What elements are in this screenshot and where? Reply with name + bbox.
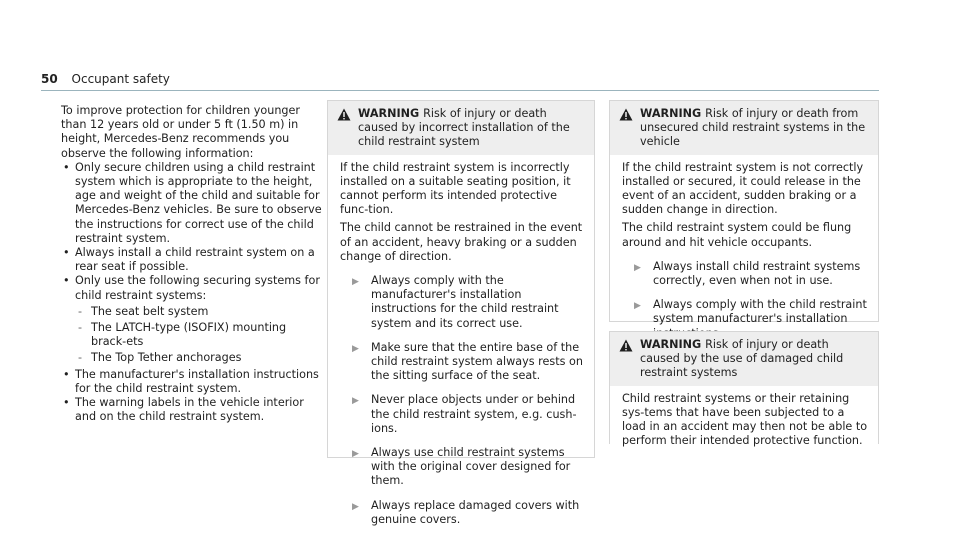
action-arrow-icon: ▶ xyxy=(352,449,359,460)
warning-box-damaged xyxy=(609,331,879,448)
sub-list-item: - The seat belt system xyxy=(75,305,323,319)
list-item: • Always install a child restraint system on a rear seat if possible. xyxy=(61,246,323,274)
list-item: • Only secure children using a child restraint system which is appropriate to the height, age and weight of the child and suitable for Mercedes-Benz vehicles. Be sure to observe the instructions for correct use of the child restraint system. xyxy=(61,161,323,246)
action-text: Always comply with the child restraint system manufacturer's installation xyxy=(653,298,867,326)
action-arrow-icon: ▶ xyxy=(352,277,359,288)
warning-title: Risk of injury or death caused by the use of damaged child restraint systems xyxy=(640,338,844,380)
warning-triangle-icon xyxy=(337,108,351,121)
section-title: Occupant safety xyxy=(71,72,170,86)
action-arrow-icon: ▶ xyxy=(634,301,641,312)
action-text: Always comply with the manufacturer's installation instructions for the child restraint system and its correct use. xyxy=(371,274,559,330)
warning-box-installation xyxy=(327,100,595,526)
warning-triangle-icon xyxy=(619,339,633,352)
action-item xyxy=(340,393,584,436)
sub-list xyxy=(75,305,323,366)
action-arrow-icon: ▶ xyxy=(352,343,359,354)
warning-paragraph: If the child restraint system is not correctly installed or secured, it could release in the event of an accident, sudden braking or a sudden change in direction. xyxy=(622,160,864,217)
warning-box-unsecured xyxy=(609,100,879,326)
warning-header xyxy=(610,332,878,386)
warning-label: WARNING xyxy=(640,338,706,351)
sub-list-item: - The LATCH-type (ISOFIX) mounting brack-ets xyxy=(75,321,323,349)
warning-body xyxy=(610,386,878,461)
warning-paragraph: The child cannot be restrained in the event of an accident, heavy braking or a sudden change of direction. xyxy=(340,221,583,263)
warning-header xyxy=(328,101,594,155)
action-text: Make sure that the entire base of the child restraint system always rests on the sitting surface of the seat. xyxy=(371,340,583,383)
page-header xyxy=(41,72,170,86)
warning-paragraph: If the child restraint system is incorrectly installed on a suitable seating position, it cannot perform its intended protective func-tion. xyxy=(340,160,571,217)
warning-title: Risk of injury or death caused by incorrect installation of the child restraint system xyxy=(358,107,570,149)
intro-paragraph: To improve protection for children younger than 12 years old or under 5 ft (1.50 m) in height, Mercedes-Benz recommends you observe the following information: xyxy=(61,104,301,160)
warning-title: Risk of injury or death from unsecured child restraint systems in the vehicle xyxy=(640,107,866,149)
action-item xyxy=(340,274,584,331)
action-arrow-icon: ▶ xyxy=(352,396,359,407)
warning-paragraph: Child restraint systems or their retaining sys-tems that have been subjected to a load in an accident may then not be able to perform their intended protective function. xyxy=(622,391,868,448)
action-arrow-icon: ▶ xyxy=(634,262,641,273)
action-text: Always replace damaged covers with genuine covers. xyxy=(371,498,580,526)
sub-list-item: - The Top Tether anchorages xyxy=(75,351,323,365)
warning-header xyxy=(610,101,878,155)
header-divider xyxy=(41,90,879,91)
action-text: Always install child restraint systems correctly, even when not in use. xyxy=(653,259,861,288)
warning-label: WARNING xyxy=(358,107,424,120)
action-item xyxy=(340,446,584,489)
warning-label: WARNING xyxy=(640,107,706,120)
list-item-text: Only use the following securing systems for child restraint systems: xyxy=(75,274,320,302)
intro-column xyxy=(61,104,323,424)
warning-body xyxy=(610,155,878,349)
list-item: • The manufacturer's installation instructions for the child restraint system. xyxy=(61,368,323,396)
warning-triangle-icon xyxy=(619,108,633,121)
action-text: Always use child restraint systems with the original cover designed for them. xyxy=(371,446,571,488)
bullet-list xyxy=(61,161,323,425)
warning-paragraph: The child restraint system could be flung around and hit vehicle occupants. xyxy=(622,221,852,249)
list-item xyxy=(61,274,323,365)
action-item xyxy=(622,260,868,288)
action-text: Never place objects under or behind the child restraint system, e.g. cush-ions. xyxy=(371,393,577,435)
action-item xyxy=(340,499,584,527)
list-item: • The warning labels in the vehicle interior and on the child restraint system. xyxy=(61,396,323,424)
action-item xyxy=(340,341,584,384)
action-arrow-icon: ▶ xyxy=(352,501,359,512)
warning-body xyxy=(328,155,594,535)
page-number: 50 xyxy=(41,72,58,86)
